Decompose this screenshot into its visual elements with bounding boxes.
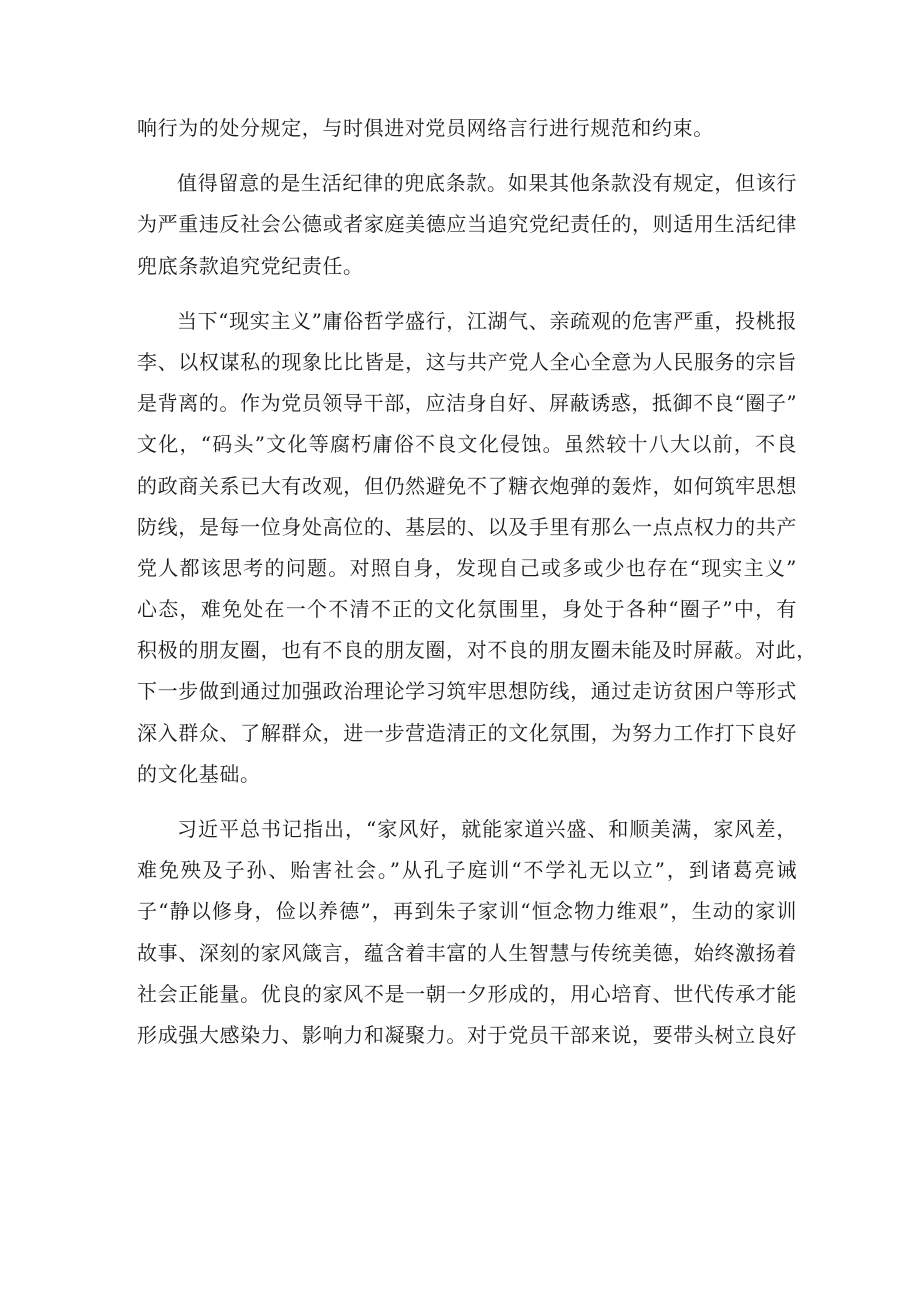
text-line: 子“静以修身，俭以养德”，再到朱子家训“恒念物力维艰”，生动的家训 bbox=[137, 899, 797, 924]
text-line: 当下“现实主义”庸俗哲学盛行，江湖气、亲疏观的危害严重，投桃报 bbox=[177, 308, 797, 333]
text-line: 习近平总书记指出，“家风好，就能家道兴盛、和顺美满，家风差， bbox=[177, 817, 797, 841]
text-line: 的文化基础。 bbox=[137, 761, 261, 786]
text-line: 响行为的处分规定，与时俱进对党员网络言行进行规范和约束。 bbox=[137, 116, 714, 140]
text-line: 故事、深刻的家风箴言，蕴含着丰富的人生智慧与传统美德，始终激扬着 bbox=[137, 940, 797, 965]
text-line: 积极的朋友圈，也有不良的朋友圈，对不良的朋友圈未能及时屏蔽。对此， bbox=[137, 638, 817, 663]
text-line: 社会正能量。优良的家风不是一朝一夕形成的，用心培育、世代传承才能 bbox=[137, 981, 797, 1006]
text-line: 心态，难免处在一个不清不正的文化氛围里，身处于各种“圈子”中，有 bbox=[137, 597, 797, 622]
text-line: 深入群众、了解群众，进一步营造清正的文化氛围，为努力工作打下良好 bbox=[137, 720, 797, 745]
text-line: 文化，“码头”文化等腐朽庸俗不良文化侵蚀。虽然较十八大以前，不良 bbox=[137, 432, 797, 457]
text-line: 李、以权谋私的现象比比皆是，这与共产党人全心全意为人民服务的宗旨 bbox=[137, 349, 797, 374]
text-line: 党人都该思考的问题。对照自身，发现自己或多或少也存在“现实主义” bbox=[137, 555, 797, 580]
document-body bbox=[137, 108, 817, 1056]
text-line: 是背离的。作为党员领导干部，应洁身自好、屏蔽诱惑，抵御不良“圈子” bbox=[137, 391, 798, 416]
text-line: 兜底条款追究党纪责任。 bbox=[137, 253, 364, 278]
text-line: 难免殃及子孙、贻害社会。”从孔子庭训“不学礼无以立”，到诸葛亮诫 bbox=[137, 858, 797, 883]
text-line: 值得留意的是生活纪律的兜底条款。如果其他条款没有规定，但该行 bbox=[177, 171, 797, 196]
text-line: 的政商关系已大有改观，但仍然避免不了糖衣炮弹的轰炸，如何筑牢思想 bbox=[137, 473, 797, 498]
text-line: 下一步做到通过加强政治理论学习筑牢思想防线，通过走访贫困户等形式 bbox=[137, 679, 797, 704]
text-line: 为严重违反社会公德或者家庭美德应当追究党纪责任的，则适用生活纪律 bbox=[137, 212, 797, 237]
text-line: 形成强大感染力、影响力和凝聚力。对于党员干部来说，要带头树立良好 bbox=[137, 1022, 797, 1047]
text-line: 防线，是每一位身处高位的、基层的、以及手里有那么一点点权力的共产 bbox=[137, 514, 797, 539]
